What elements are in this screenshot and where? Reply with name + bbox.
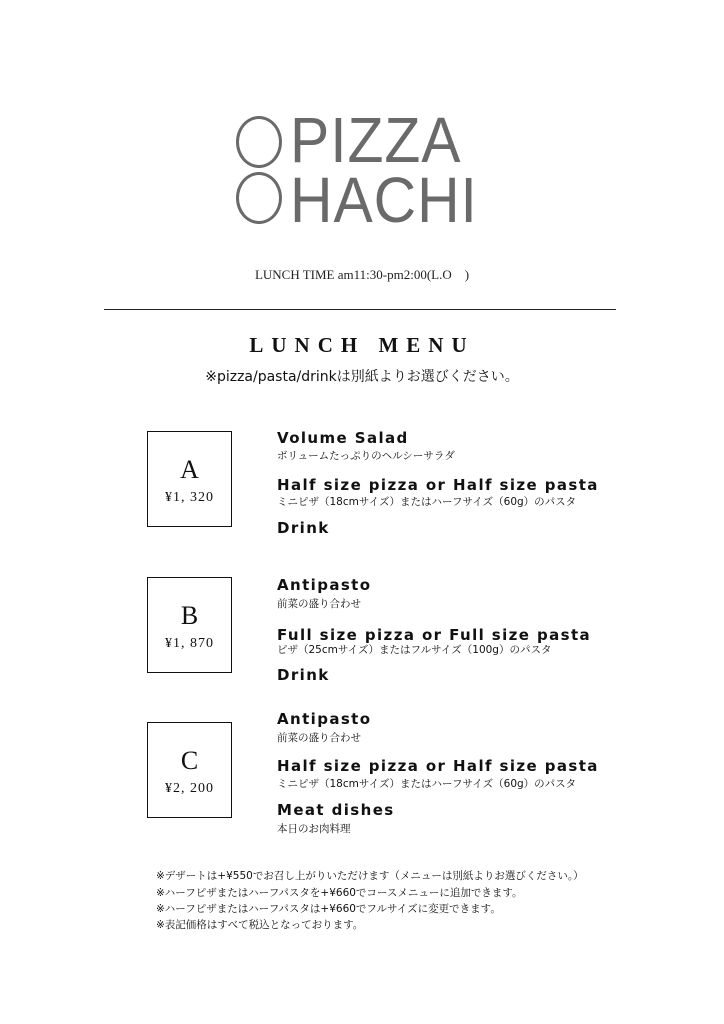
note-upgrade-full: ※ハーフピザまたはハーフパスタは+¥660でフルサイズに変更できます。 bbox=[156, 903, 501, 915]
course-c-item-3-desc: 本日のお肉料理 bbox=[277, 823, 351, 835]
course-b-item-2-desc: ピザ（25cmサイズ）またはフルサイズ（100g）のパスタ bbox=[277, 644, 552, 656]
course-b-item-2-title: Full size pizza or Full size pasta bbox=[277, 626, 592, 644]
course-b-item-1-title: Antipasto bbox=[277, 576, 372, 594]
course-a-item-3-title: Drink bbox=[277, 519, 330, 537]
course-letter: A bbox=[180, 455, 199, 484]
divider bbox=[104, 309, 616, 310]
note-dessert: ※デザートは+¥550でお召し上がりいただけます（メニューは別紙よりお選びください。） bbox=[156, 870, 584, 882]
logo bbox=[234, 104, 494, 236]
lunch-time: LUNCH TIME am11:30-pm2:00(L.O ) bbox=[254, 267, 470, 282]
logo-circle-top-icon bbox=[236, 116, 282, 168]
course-c-item-3-title: Meat dishes bbox=[277, 801, 395, 819]
course-price: ¥1, 320 bbox=[165, 490, 214, 505]
course-letter: B bbox=[180, 601, 199, 630]
logo-word-hachi: HACHI bbox=[290, 164, 478, 236]
note-tax: ※表記価格はすべて税込となっております。 bbox=[156, 919, 364, 931]
course-b-box bbox=[147, 577, 232, 673]
course-a-box bbox=[147, 431, 232, 527]
course-price: ¥1, 870 bbox=[165, 636, 214, 651]
logo-circle-bottom-icon bbox=[236, 172, 282, 224]
course-a-item-2-desc: ミニピザ（18cmサイズ）またはハーフサイズ（60g）のパスタ bbox=[277, 496, 577, 508]
logo-word-pizza: PIZZA bbox=[290, 104, 462, 176]
course-price: ¥2, 200 bbox=[165, 781, 214, 796]
course-b-item-3-title: Drink bbox=[277, 666, 330, 684]
course-a-item-1-desc: ボリュームたっぷりのヘルシーサラダ bbox=[277, 450, 455, 462]
menu-subtitle: ※pizza/pasta/drinkは別紙よりお選びください。 bbox=[205, 369, 519, 385]
course-b-item-1-desc: 前菜の盛り合わせ bbox=[277, 598, 361, 610]
course-letter: C bbox=[180, 746, 199, 775]
course-c-item-1-title: Antipasto bbox=[277, 710, 372, 728]
note-add-half: ※ハーフピザまたはハーフパスタを+¥660でコースメニューに追加できます。 bbox=[156, 887, 523, 899]
course-a-item-2-title: Half size pizza or Half size pasta bbox=[277, 476, 599, 494]
course-a-item-1-title: Volume Salad bbox=[277, 429, 409, 447]
course-c-item-1-desc: 前菜の盛り合わせ bbox=[277, 732, 361, 744]
course-c-item-2-desc: ミニピザ（18cmサイズ）またはハーフサイズ（60g）のパスタ bbox=[277, 778, 577, 790]
menu-title: LUNCH MENU bbox=[249, 333, 475, 357]
course-c-box bbox=[147, 722, 232, 818]
course-c-item-2-title: Half size pizza or Half size pasta bbox=[277, 757, 599, 775]
